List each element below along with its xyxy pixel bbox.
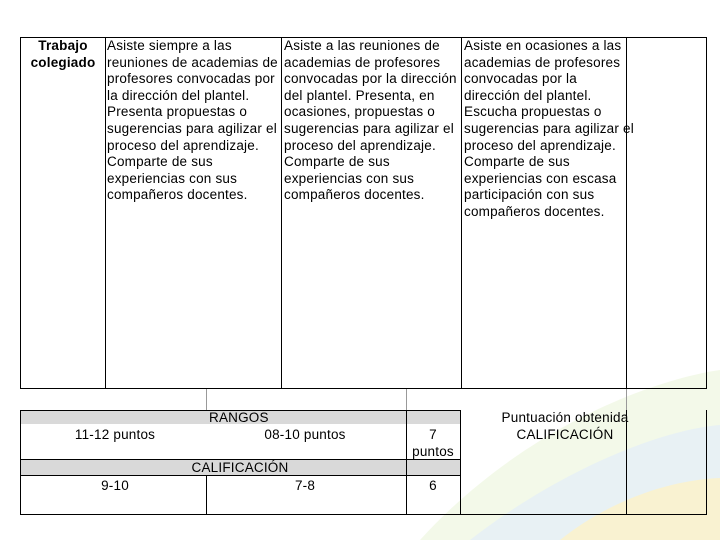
grade-regular: 6 (429, 478, 437, 493)
ranges-title: RANGOS (209, 410, 269, 425)
grade-good: 7-8 (294, 478, 316, 493)
descriptor-excellent: Asiste siempre a las reuniones de academias de profesores convocadas por la dirección del plantel. Presenta propuestas o sugerencias para agilizar el proceso del aprendizaje. Comparte de sus experiencias con sus compañeros docentes. (107, 38, 278, 203)
range-good: 08-10 puntos (264, 427, 346, 442)
score-label: Puntuación obtenida CALIFICACIÓN (501, 410, 629, 442)
descriptor-good: Asiste a las reuniones de academias de profesores convocadas por la dirección del plantel. Presenta, en ocasiones, propuestas o sugerencias para agilizar el proceso del aprendizaje. Comparte de sus experiencias con sus compañeros docentes. (284, 38, 457, 203)
descriptor-regular: Asiste en ocasiones a las academias de profesores convocadas por la dirección del plantel. Escucha propuestas o sugerencias para agilizar el proceso del aprendizaje. Comparte de sus experiencias con escasa participación con sus compañeros docentes. (464, 38, 634, 219)
range-regular: 7 puntos (412, 427, 454, 459)
criterion-cell: Trabajo colegiado (30, 38, 96, 70)
range-excellent: 11-12 puntos (74, 427, 156, 442)
grade-excellent: 9-10 (101, 478, 129, 493)
grade-title: CALIFICACIÓN (191, 460, 289, 475)
